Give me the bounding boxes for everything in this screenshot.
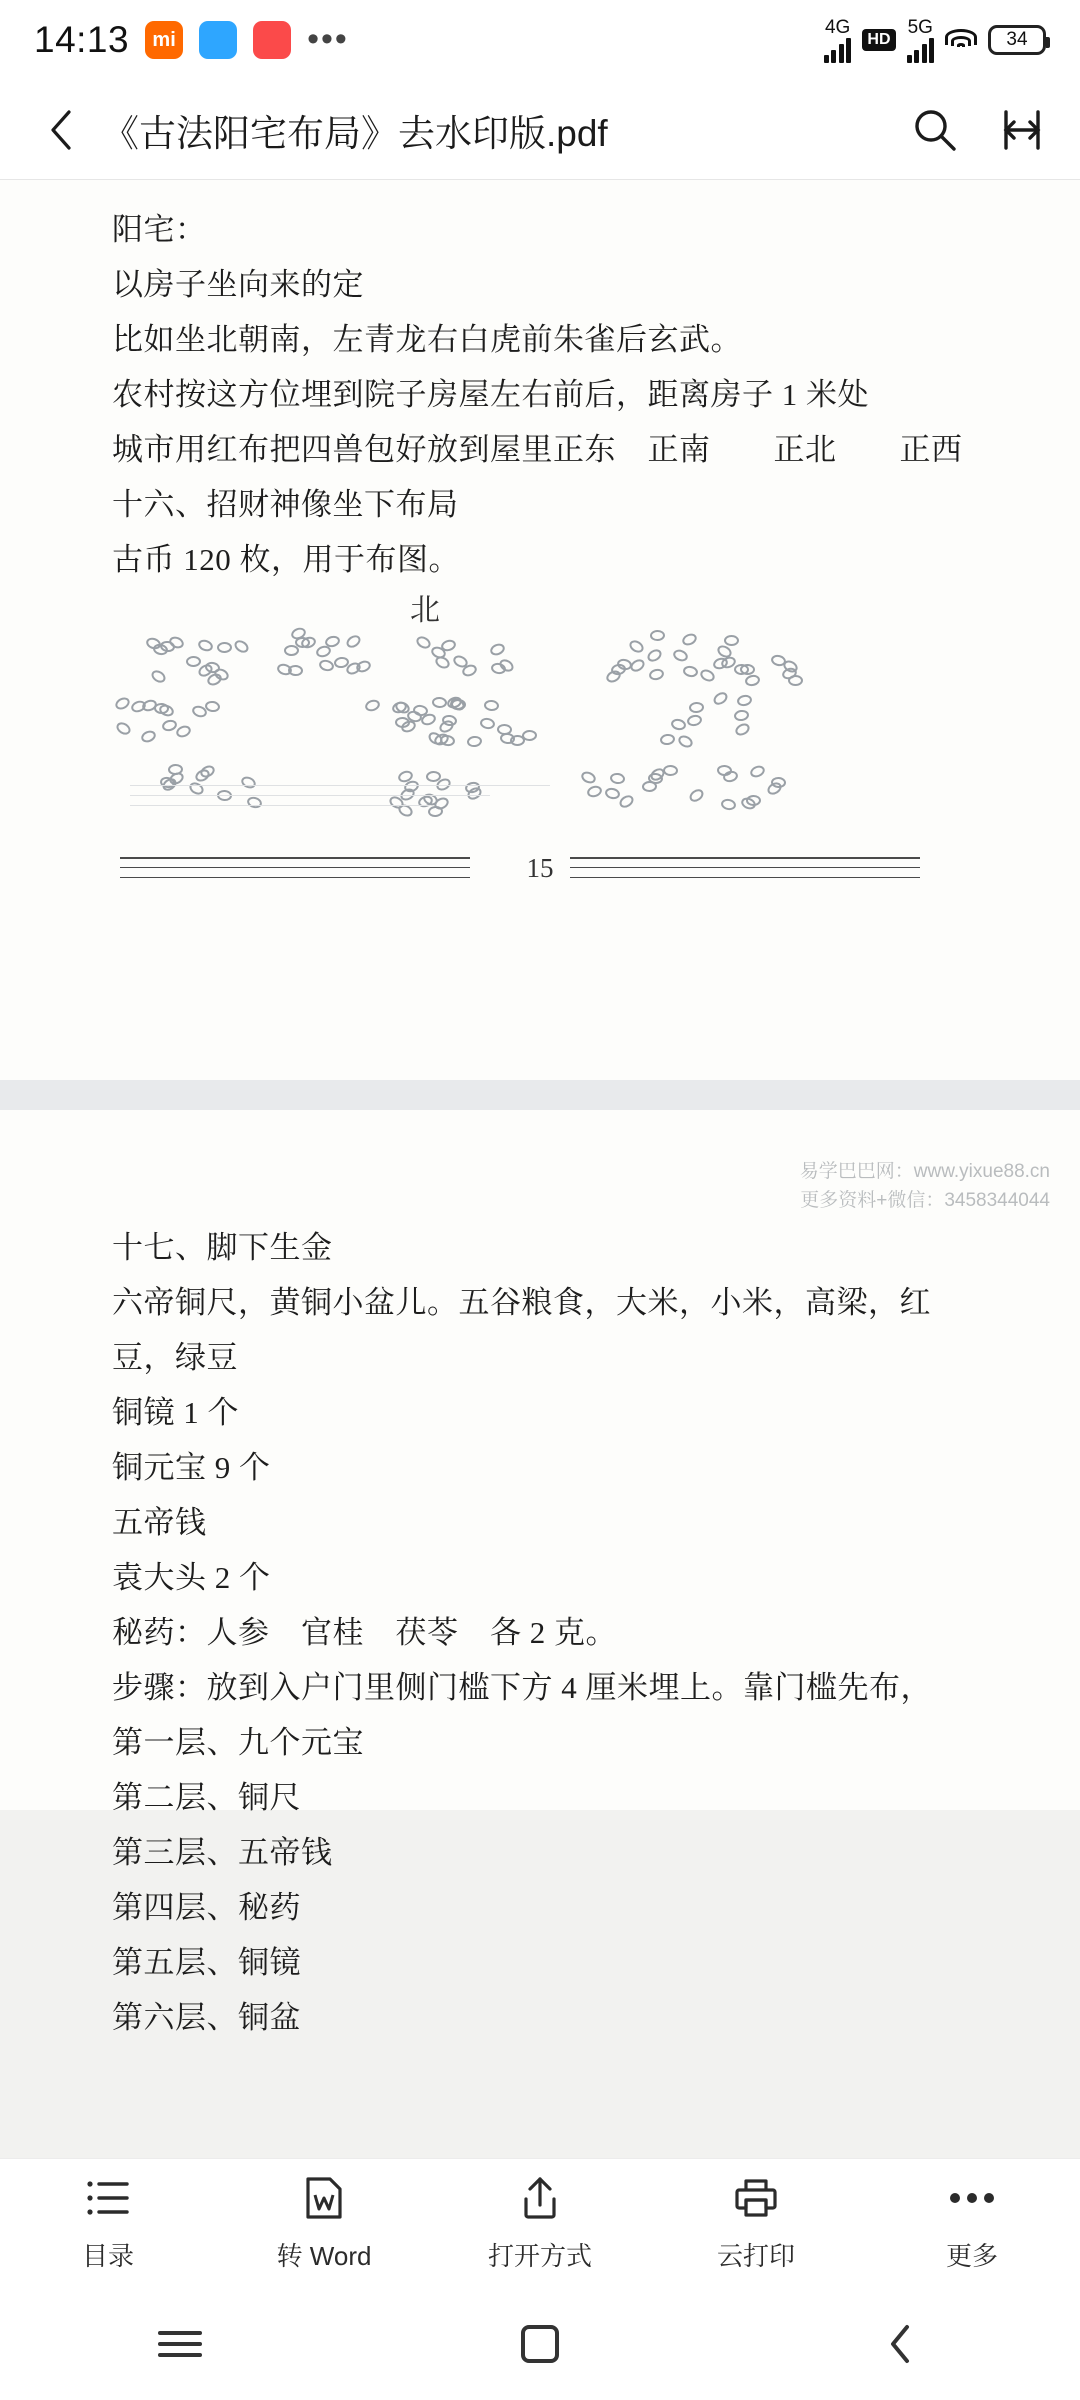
doc-line: 古币 120 枚，用于布图。 — [112, 542, 460, 577]
doc-line: 城市用红布把四兽包好放到屋里正东 正南 正北 正西 — [112, 432, 963, 467]
doc-line: 第五层、铜镜 — [112, 1945, 301, 1980]
doc-line: 以房子坐向来的定 — [112, 267, 364, 302]
list-icon — [85, 2174, 131, 2222]
page-number: 15 — [526, 853, 554, 883]
battery-icon — [988, 25, 1046, 55]
app-icon-red — [253, 21, 291, 59]
watermark-line-1: 易学巴巴网：www.yixue88.cn — [799, 1161, 1050, 1182]
doc-line: 十七、脚下生金 — [112, 1230, 333, 1265]
signal-5g — [907, 18, 935, 63]
doc-line: 步骤：放到入户门里侧门槛下方 4 厘米埋上。靠门槛先布， — [112, 1670, 932, 1705]
doc-line: 比如坐北朝南，左青龙右白虎前朱雀后玄武。 — [112, 322, 742, 357]
page-separator — [0, 1080, 1080, 1110]
doc-line: 第二层、铜尺 — [112, 1780, 301, 1815]
back-button-nav[interactable] — [720, 2323, 1080, 2365]
toolbar-label: 打开方式 — [487, 2241, 592, 2271]
doc-line: 秘药：人参 官桂 茯苓 各 2 克。 — [112, 1615, 617, 1650]
more-icon — [947, 2174, 997, 2222]
page2-text — [0, 1110, 1080, 2033]
doc-line: 农村按这方位埋到院子房屋左右前后，距离房子 1 米处 — [112, 377, 869, 412]
doc-line: 阳宅： — [112, 212, 207, 247]
toolbar-catalog[interactable] — [0, 2174, 216, 2273]
toolbar-open-with[interactable] — [432, 2174, 648, 2273]
recents-button[interactable] — [0, 2324, 360, 2364]
doc-line: 六帝铜尺，黄铜小盆儿。五谷粮食，大米，小米，高梁，红 — [112, 1285, 931, 1320]
back-chevron-icon — [886, 2323, 914, 2365]
fit-width-icon[interactable] — [998, 106, 1046, 154]
doc-line: 铜元宝 9 个 — [112, 1450, 271, 1485]
mi-icon: mi — [145, 21, 183, 59]
toolbar-label: 更多 — [945, 2241, 998, 2271]
page1-footer — [0, 853, 1080, 893]
document-viewer[interactable] — [0, 180, 1080, 2158]
toolbar-more[interactable] — [864, 2174, 1080, 2273]
toolbar-label: 转 Word — [276, 2241, 372, 2271]
battery-level: 34 — [1006, 29, 1028, 50]
document-page-2 — [0, 1110, 1080, 2035]
coin-layout-diagram — [0, 594, 1080, 829]
signal-bars-5g — [907, 37, 935, 63]
printer-icon — [733, 2174, 779, 2222]
status-bar-right — [824, 18, 1046, 63]
label-5g: 5G — [907, 16, 933, 38]
toolbar-label: 云打印 — [716, 2241, 795, 2271]
system-navigation-bar — [0, 2288, 1080, 2400]
hd-badge: HD — [862, 29, 895, 51]
app-header-actions — [910, 105, 1046, 155]
diagram-direction-label: 北 — [410, 594, 440, 627]
search-icon[interactable] — [910, 105, 960, 155]
status-bar — [0, 0, 1080, 80]
status-time: 14:13 — [34, 19, 130, 60]
app-header — [0, 80, 1080, 180]
doc-line: 第四层、秘药 — [112, 1890, 301, 1925]
messenger-icon — [199, 21, 237, 59]
recents-icon — [158, 2324, 202, 2364]
share-icon — [518, 2174, 562, 2222]
home-button[interactable] — [360, 2325, 720, 2363]
word-icon — [302, 2174, 346, 2222]
document-page-1 — [0, 180, 1080, 1080]
doc-line: 第六层、铜盆 — [112, 2000, 301, 2035]
signal-bars-4g — [824, 37, 852, 63]
signal-4g — [824, 18, 852, 63]
doc-line: 十六、招财神像坐下布局 — [112, 487, 459, 522]
watermark — [800, 1158, 1050, 1215]
doc-line: 五帝钱 — [112, 1505, 207, 1540]
toolbar-cloud-print[interactable] — [648, 2174, 864, 2273]
toolbar-to-word[interactable] — [216, 2174, 432, 2273]
more-apps-icon: ••• — [307, 20, 349, 59]
back-button[interactable] — [34, 103, 88, 157]
toolbar-label: 目录 — [81, 2241, 134, 2271]
doc-line: 袁大头 2 个 — [112, 1560, 271, 1595]
doc-line: 第一层、九个元宝 — [112, 1725, 364, 1760]
wifi-icon — [945, 27, 977, 53]
page1-text — [0, 214, 1080, 575]
doc-line: 铜镜 1 个 — [112, 1395, 239, 1430]
page-title: 《古法阳宅布局》去水印版.pdf — [102, 112, 608, 154]
label-4g: 4G — [824, 16, 851, 38]
home-icon — [521, 2325, 559, 2363]
watermark-line-2: 更多资料+微信：3458344044 — [800, 1189, 1050, 1211]
doc-line: 豆，绿豆 — [112, 1340, 238, 1375]
status-bar-left — [34, 19, 349, 61]
bottom-toolbar — [0, 2158, 1080, 2288]
doc-line: 第三层、五帝钱 — [112, 1835, 333, 1870]
